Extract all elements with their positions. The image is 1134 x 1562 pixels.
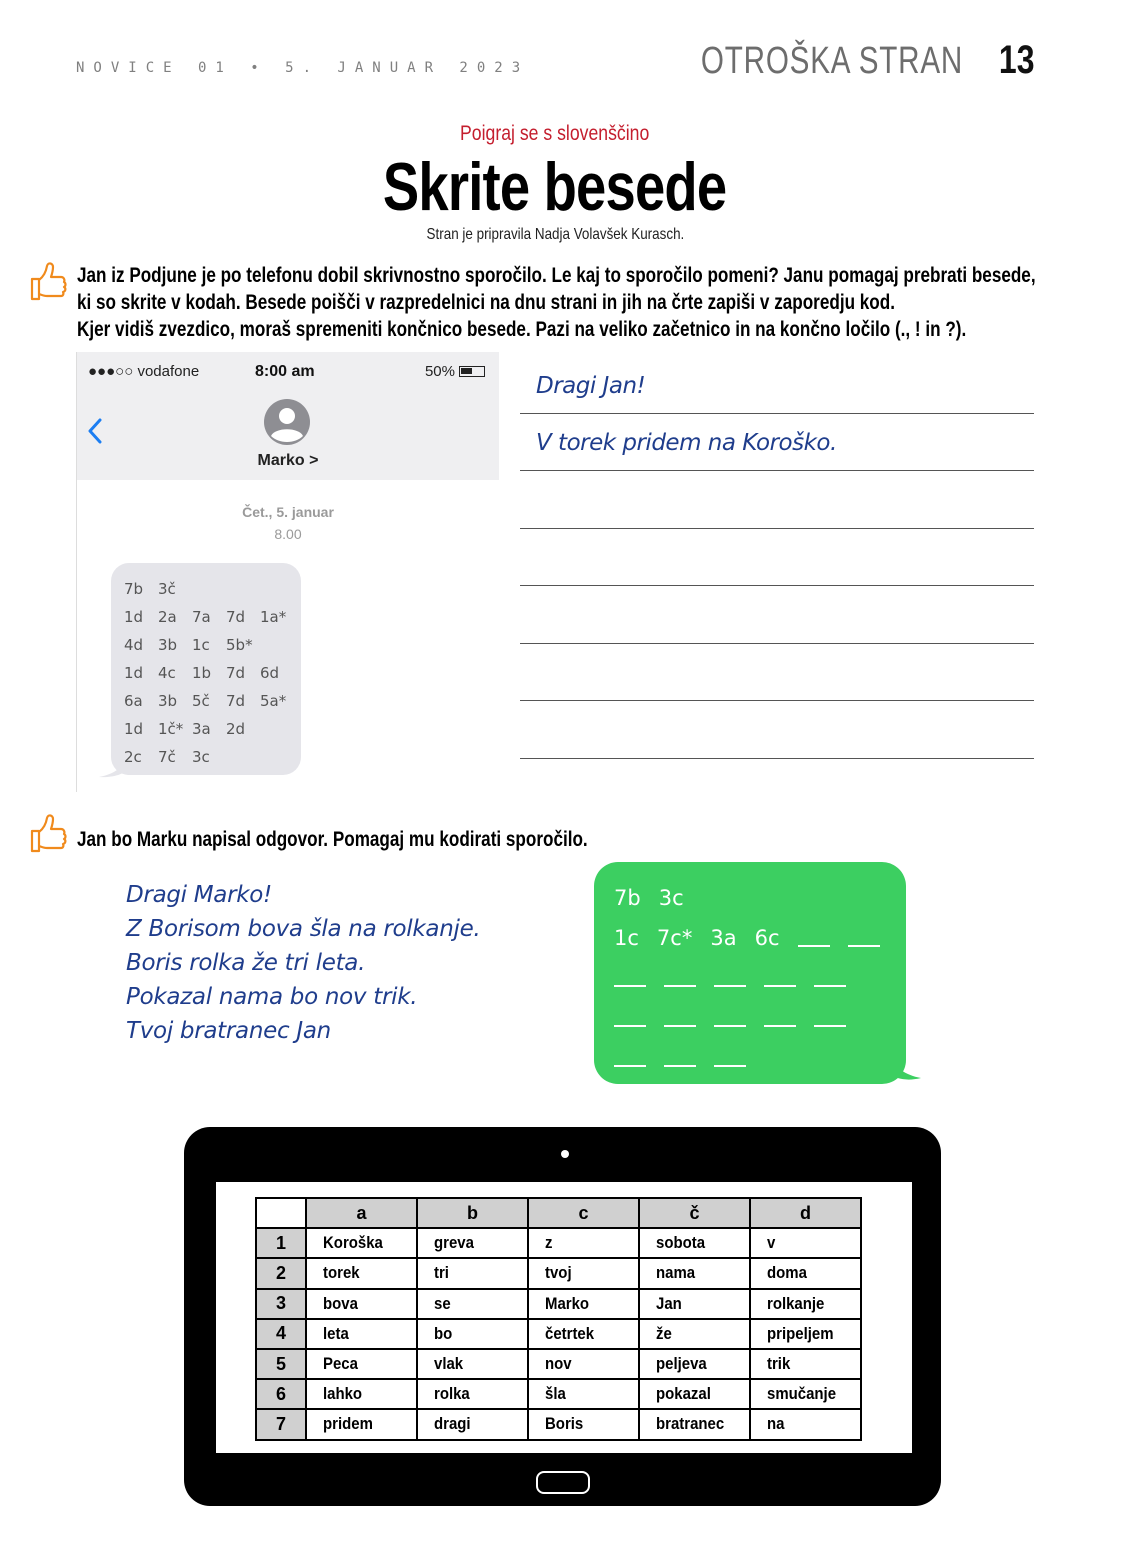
reply-code: 7c* [656,926,693,950]
cell-word: na [767,1414,785,1434]
message-code: 3c [192,748,210,766]
cell-word: šla [545,1384,566,1404]
table-row [256,1349,861,1379]
cell-word: z [545,1233,553,1253]
reply-code: 6c [754,926,780,950]
reply-blank[interactable] [664,1009,696,1027]
table-cell [417,1258,528,1288]
table-cell [417,1289,528,1319]
reply-message-bubble [594,862,906,1084]
reply-blank-row [614,958,906,998]
section-title: OTROŠKA STRAN [701,40,964,82]
table-cell [750,1349,861,1379]
message-code: 6d [260,664,280,682]
table-cell [417,1379,528,1409]
cell-word: sobota [656,1233,706,1253]
message-code: 1c [192,636,210,654]
answer-line[interactable] [520,701,1034,759]
table-cell [639,1258,750,1288]
reply-blank[interactable] [714,1009,746,1027]
table-cell [528,1258,639,1288]
message-code: 1d [124,720,144,738]
reply-blank[interactable] [614,1049,646,1067]
message-code-row [124,575,301,603]
message-code: 7b [124,580,144,598]
cell-word: v [767,1233,776,1253]
answer-line[interactable] [520,414,1034,472]
cell-word: pripeljem [767,1323,834,1343]
cell-word: rolka [434,1384,470,1404]
contact-name[interactable]: Marko > [257,452,319,469]
battery-label: 50% [424,363,455,380]
cell-word: se [434,1293,451,1313]
code-table [255,1197,862,1441]
cell-word: četrtek [545,1323,595,1343]
row-number: 7 [256,1409,306,1439]
table-cell [639,1228,750,1258]
message-date: Čet., 5. januar [242,504,334,520]
message-code: 3č [158,580,176,598]
article-title: Skrite besede [383,149,727,225]
table-cell [750,1258,861,1288]
message-code: 1d [124,608,144,626]
letter-line: Tvoj bratranec Jan [126,1018,331,1044]
table-cell [417,1409,528,1439]
table-cell [750,1409,861,1439]
row-number: 4 [256,1319,306,1349]
cell-word: leta [323,1323,349,1343]
table-row [256,1289,861,1319]
message-code: 1d [124,664,144,682]
table-cell [306,1379,417,1409]
message-code: 7č [158,748,176,766]
message-code-row [124,743,301,771]
reply-code: 1c [614,926,639,950]
message-time: 8.00 [274,526,302,542]
issue-info: NOVICE 01 • 5. JANUAR 2023 [76,60,530,76]
message-code: 4d [124,636,144,654]
message-code: 7d [226,692,246,710]
cell-word: torek [323,1263,360,1283]
message-code: 5b* [226,636,253,654]
table-cell [528,1349,639,1379]
cell-word: pridem [323,1414,373,1434]
battery-status [425,363,485,380]
back-chevron-icon[interactable] [87,418,103,444]
task2-instruction: Jan bo Marku napisal odgovor. Pomagaj mu kodirati sporočilo. [77,828,588,851]
task1-instruction: Jan iz Podjune je po telefonu dobil skrivnostno sporočilo. Le kaj to sporočilo pomeni? Janu pomagaj prebrati besede, ki so skrite v kodah. Besede poišči v razpredelnici na dnu strani in jih na črte zapiši v zaporedju kod. Kjer vidiš zvezdico, moraš spremeniti končnico besede. Pazi na veliko začetnico in na končno ločilo (., ! in ?). [77,264,1036,341]
message-code: 2d [226,720,246,738]
reply-code-row [614,918,906,958]
message-code: 1a* [260,608,287,626]
table-cell [306,1228,417,1258]
message-code: 6a [124,692,143,710]
table-cell [750,1379,861,1409]
cell-word: trik [767,1354,791,1374]
message-code-row [124,659,301,687]
row-number: 1 [256,1228,306,1258]
cell-word: bo [434,1323,453,1343]
letter-line: Z Borisom bova šla na rolkanje. [126,916,481,942]
cell-word: rolkanje [767,1293,825,1313]
row-number: 2 [256,1258,306,1288]
thumbs-up-icon [28,260,68,304]
clock-label: 8:00 am [255,363,315,380]
cell-word: doma [767,1263,807,1283]
reply-code: 3c [658,886,684,910]
cell-word: Jan [656,1293,682,1313]
row-number: 6 [256,1379,306,1409]
column-header: a [306,1198,417,1228]
article-byline: Stran je pripravila Nadja Volavšek Kurasch. [426,226,684,243]
table-cell [528,1289,639,1319]
letter-line: Boris rolka že tri leta. [126,950,366,976]
row-number: 5 [256,1349,306,1379]
cell-word: greva [434,1233,474,1253]
table-row [256,1228,861,1258]
cell-word: peljeva [656,1354,707,1374]
table-cell [306,1349,417,1379]
cell-word: že [656,1323,672,1343]
message-code: 7d [226,664,246,682]
table-cell [639,1379,750,1409]
reply-code-row [614,878,906,918]
reply-message-area [540,852,940,1106]
letter-line: Dragi Marko! [126,882,272,908]
message-code: 2a [158,608,177,626]
article-kicker: Poigraj se s slovenščino [460,122,650,145]
reply-blank[interactable] [714,969,746,987]
cell-word: pokazal [656,1384,711,1404]
page-header [627,38,1034,83]
cell-word: Boris [545,1414,584,1434]
cell-word: tri [434,1263,449,1283]
answer-line[interactable] [520,471,1034,529]
table-cell [306,1319,417,1349]
table-cell [528,1379,639,1409]
phone-message-screen [76,352,498,792]
message-code-row [124,715,301,743]
reply-letter [126,882,480,1052]
cell-word: bova [323,1293,358,1313]
message-code: 1b [192,664,212,682]
table-cell [528,1409,639,1439]
reply-blank[interactable] [714,1049,746,1067]
answer-text: Dragi Jan! [536,372,646,399]
column-header: d [750,1198,861,1228]
reply-code: 7b [614,886,641,910]
message-code-row [124,603,301,631]
table-row [256,1409,861,1439]
message-code: 3b [158,692,178,710]
reply-blank[interactable] [764,969,796,987]
cell-word: Peca [323,1354,358,1374]
battery-icon [459,366,485,377]
table-cell [417,1319,528,1349]
reply-blank[interactable] [848,929,880,947]
table-cell [750,1319,861,1349]
reply-blank[interactable] [814,1009,846,1027]
cell-word: bratranec [656,1414,725,1434]
message-code: 2c [124,748,142,766]
answer-line[interactable] [520,356,1034,414]
cell-word: nama [656,1263,696,1283]
cell-word: Marko [545,1293,590,1313]
message-code-row [124,631,301,659]
message-code: 4c [158,664,176,682]
table-cell [417,1349,528,1379]
message-code: 3b [158,636,178,654]
letter-line: Pokazal nama bo nov trik. [126,984,418,1010]
phone-header [77,352,499,480]
code-table-header [256,1198,861,1228]
table-cell [528,1319,639,1349]
answer-line[interactable] [520,586,1034,644]
table-cell [639,1319,750,1349]
cell-word: nov [545,1354,572,1374]
message-code: 1č* [158,720,184,738]
table-cell [639,1289,750,1319]
message-code: 5č [192,692,210,710]
cell-word: tvoj [545,1263,572,1283]
reply-blank[interactable] [664,969,696,987]
row-number: 3 [256,1289,306,1319]
table-cell [306,1289,417,1319]
table-row [256,1379,861,1409]
message-code: 7d [226,608,246,626]
cell-word: smučanje [767,1384,837,1404]
reply-blank[interactable] [764,1009,796,1027]
reply-blank-row [614,998,906,1038]
contact-avatar-icon[interactable] [263,398,311,446]
cell-word: vlak [434,1354,464,1374]
message-code: 3a [192,720,211,738]
cell-word: lahko [323,1384,363,1404]
table-corner [256,1198,306,1228]
table-cell [306,1409,417,1439]
received-message-bubble [111,563,301,775]
tablet-home-button [536,1471,590,1494]
reply-blank[interactable] [614,1009,646,1027]
thumbs-up-icon [28,812,68,856]
column-header: č [639,1198,750,1228]
answer-line[interactable] [520,644,1034,702]
tablet-camera [561,1150,569,1158]
table-cell [417,1228,528,1258]
reply-blank-row [614,1038,906,1078]
reply-blank[interactable] [798,929,830,947]
message-code-row [124,687,301,715]
cell-word: dragi [434,1414,471,1434]
table-cell [639,1349,750,1379]
reply-blank[interactable] [814,969,846,987]
column-header: c [528,1198,639,1228]
table-cell [306,1258,417,1288]
table-row [256,1258,861,1288]
table-cell [639,1409,750,1439]
message-code: 5a* [260,692,287,710]
table-row [256,1319,861,1349]
cell-word: Koroška [323,1233,383,1253]
reply-code: 3a [710,926,737,950]
message-code: 7a [192,608,211,626]
page-number: 13 [998,38,1034,82]
reply-blank[interactable] [614,969,646,987]
table-cell [750,1228,861,1258]
answer-text: V torek pridem na Koroško. [536,430,837,456]
answer-line[interactable] [520,529,1034,587]
column-header: b [417,1198,528,1228]
table-cell [528,1228,639,1258]
reply-blank[interactable] [664,1049,696,1067]
carrier-label: ●●●○○ vodafone [88,363,200,380]
table-cell [750,1289,861,1319]
answer-lines [520,356,1034,759]
